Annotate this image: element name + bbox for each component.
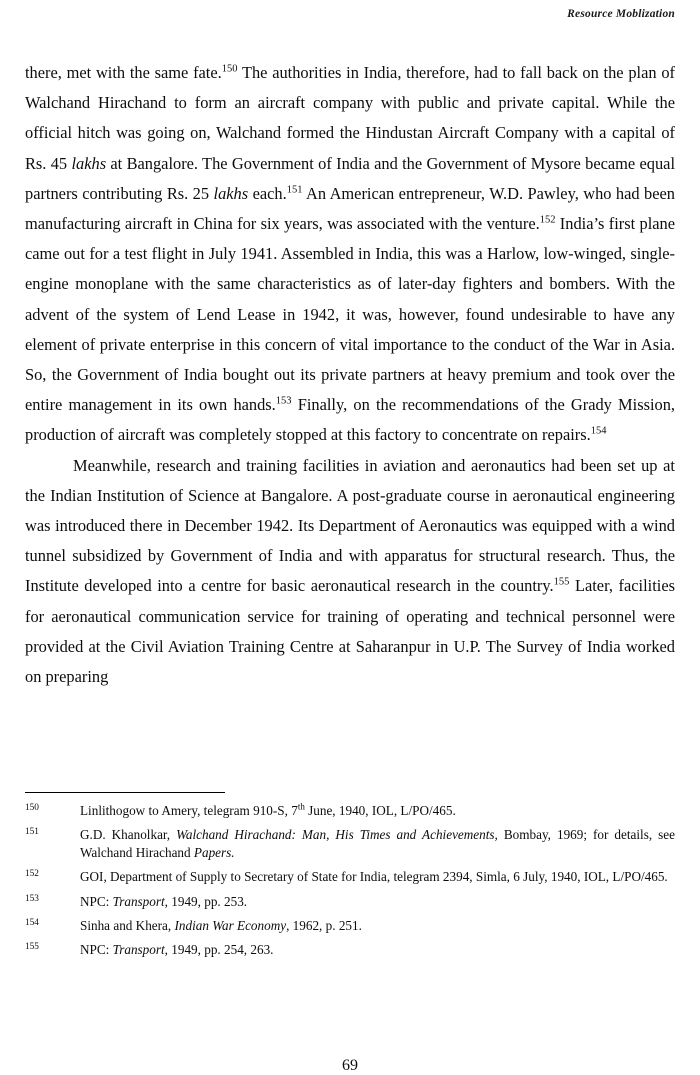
footnote-reference[interactable]: 150 — [221, 63, 238, 75]
footnote-entry — [25, 941, 675, 958]
body-paragraph — [25, 451, 675, 693]
footnote-reference[interactable]: 155 — [553, 576, 570, 588]
italic-text: Walchand Hirachand: Man, His Times and Achievements, — [176, 827, 498, 843]
italic-text: Indian War Economy — [174, 918, 287, 934]
text-run: Linlithogow to Amery, telegram 910-S, 7 — [80, 803, 298, 818]
text-run: , 1962, p. 251. — [286, 918, 362, 934]
body-paragraph — [25, 58, 675, 451]
text-run: G.D. Khanolkar, — [80, 827, 177, 843]
footnote-reference[interactable]: 153 — [275, 395, 292, 407]
page-number: 69 — [342, 1057, 358, 1074]
text-run: The authorities in India, therefore, had to fall back on the plan of Walchand Hirachand to form an aircraft company with public and private capital. While the official hitch was going on, Walchand formed the Hindustan Aircraft Company with a capital of Rs. 45 — [25, 63, 675, 173]
footnote-reference[interactable]: 152 — [539, 214, 556, 226]
text-run: An American entrepreneur, W.D. Pawley, who had been manufacturing aircraft in China for six years, was associated with the venture. — [25, 183, 675, 234]
footnote-text — [80, 917, 675, 934]
text-run: India’s first plane came out for a test flight in July 1941. Assembled in India, this was a Harlow, low-winged, single-engine monoplane with the same characteristics as of later-day fighters and bombers. With the advent of the system of Lend Lease in 1942, it was, however, found undesirable to have any element of private enterprise in this concern of vital importance to the conduct of the War in Asia. So, the Government of India bought out its private partners at heavy premium and took over the entire management in its own hands. — [25, 214, 675, 415]
footnote-reference[interactable]: 154 — [590, 425, 607, 437]
footnote-entry — [25, 917, 675, 934]
text-run: there, met with the same fate. — [25, 63, 222, 82]
text-run: Sinha and Khera, — [80, 918, 175, 934]
text-run: June, 1940, IOL, L/PO/465. — [304, 803, 456, 818]
footnote-text — [80, 802, 675, 819]
text-run: , 1949, pp. 253. — [164, 893, 248, 909]
footnote-number[interactable]: 152 — [25, 869, 39, 880]
footnote-text — [80, 941, 675, 958]
italic-text: Papers. — [193, 844, 235, 860]
italic-text: lakhs — [71, 153, 107, 173]
ordinal-superscript: th — [297, 801, 305, 812]
text-run: Later, facilities for aeronautical communication service for training of operating and technical personnel were provided at the Civil Aviation Training Centre at Saharanpur in U.P. The Survey of India worked on preparing — [25, 576, 675, 687]
footnote-separator-rule — [25, 792, 225, 793]
italic-text: lakhs — [213, 183, 249, 203]
text-run: NPC: — [80, 893, 113, 909]
footnote-text — [80, 826, 675, 861]
text-run: , 1949, pp. 254, 263. — [164, 942, 274, 958]
text-run: at Bangalore. The Government of India and the Government of Mysore became equal partners contributing Rs. 25 — [25, 153, 675, 203]
footnotes-list — [25, 802, 675, 959]
text-run: Bombay, 1969; for details, see Walchand Hirachand — [80, 827, 675, 860]
text-run: Finally, on the recommendations of the Grady Mission, production of aircraft was completely stopped at this factory to concentrate on repairs. — [25, 395, 675, 445]
footnote-entry — [25, 802, 675, 819]
running-header: Resource Moblization — [567, 8, 675, 20]
text-run: NPC: — [80, 942, 113, 958]
footnote-number[interactable]: 155 — [25, 942, 39, 953]
italic-text: Transport — [112, 942, 165, 958]
footnote-number[interactable]: 151 — [25, 827, 39, 838]
body-text-block — [25, 58, 675, 692]
text-run: GOI, Department of Supply to Secretary of State for India, telegram 2394, Simla, 6 July, 1940, IOL, L/PO/465. — [80, 869, 668, 885]
footnote-entry — [25, 826, 675, 861]
footnote-number[interactable]: 150 — [25, 803, 39, 813]
text-run: each. — [248, 183, 287, 203]
footnote-text — [80, 868, 675, 885]
footnote-entry — [25, 893, 675, 910]
footnote-entry — [25, 868, 675, 885]
footnote-text — [80, 893, 675, 910]
footnote-number[interactable]: 153 — [25, 893, 39, 904]
text-run: Meanwhile, research and training facilities in aviation and aeronautics had been set up at the Indian Institution of Science at Bangalore. A post-graduate course in aeronautical engineering was introduced there in December 1942. Its Department of Aeronautics was equipped with a wind tunnel subsidized by Government of India and with apparatus for structural research. Thus, the Institute developed into a centre for basic aeronautical research in the country. — [25, 455, 675, 596]
italic-text: Transport — [112, 893, 165, 909]
footnote-reference[interactable]: 151 — [286, 184, 303, 196]
footnote-number[interactable]: 154 — [25, 918, 39, 929]
